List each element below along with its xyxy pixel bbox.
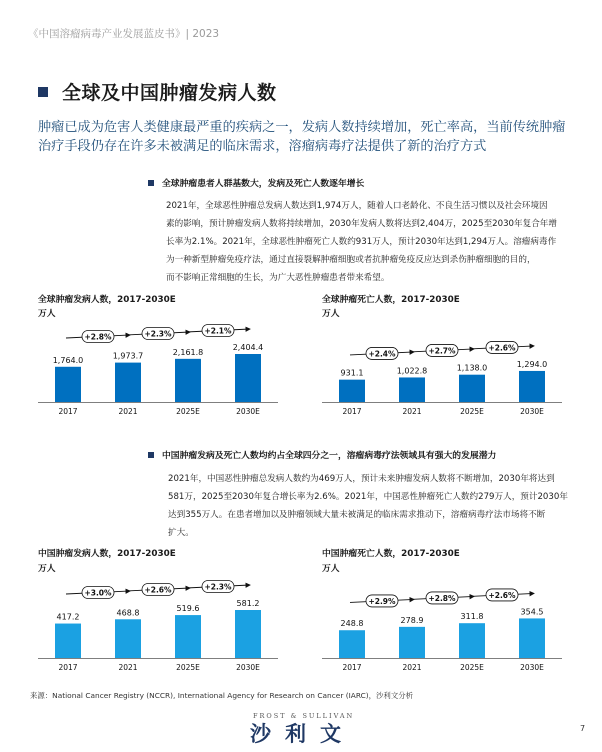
chart1-global-incidence: [38, 318, 278, 420]
chart3-china-incidence: [38, 574, 278, 676]
x-tick-label: 2030E: [236, 663, 260, 672]
data-label: 581.2: [236, 599, 260, 608]
chart4-title: 中国肿瘤死亡人数，2017-2030E: [322, 549, 460, 559]
x-tick-label: 2017: [342, 407, 362, 416]
x-tick-label: 2025E: [176, 663, 200, 672]
section2-paragraph: [168, 470, 568, 542]
section1-line: 2021年，全球恶性肿瘤总发病人数达到1,974万人，随着人口老龄化、不良生活习惯以及社会环境因: [166, 201, 548, 211]
section1-line: 长率为2.1%。2021年，全球恶性肿瘤死亡人数约931万人，预计2030年达到1,294万人。溶瘤病毒作: [166, 237, 557, 247]
title-square-icon: [38, 87, 48, 97]
x-tick-label: 2030E: [520, 663, 544, 672]
section2-line: 达到355万人。在患者增加以及肿瘤领域大量未被满足的临床需求推动下，溶瘤病毒疗法市场将不断: [168, 510, 546, 520]
data-label: 1,973.7: [112, 351, 144, 361]
data-label: 1,764.0: [52, 355, 84, 365]
data-label: 278.9: [400, 615, 424, 625]
data-label: 417.2: [56, 612, 80, 622]
bar-2025E: [175, 615, 201, 658]
bar-2025E: [175, 359, 201, 402]
data-label: 311.8: [460, 612, 484, 622]
data-label: 519.6: [176, 604, 200, 614]
section1-line: 为一种新型肿瘤免疫疗法，通过直接裂解肿瘤细胞或者抗肿瘤免疫反应达到杀伤肿瘤细胞的目的，: [166, 255, 536, 265]
growth-label: +2.8%: [84, 332, 112, 342]
logo-frost-sullivan: FROST & SULLIVAN: [253, 712, 355, 720]
data-label: 2,161.8: [172, 347, 204, 357]
bar-2017: [55, 624, 81, 658]
bar-2021: [115, 619, 141, 658]
section1-heading: [148, 176, 364, 189]
growth-label: +2.6%: [144, 585, 172, 595]
growth-label: +2.1%: [204, 326, 232, 336]
chart1-unit: 万人: [38, 309, 56, 319]
section2-line: 扩大。: [168, 528, 194, 538]
x-tick-label: 2025E: [176, 407, 200, 416]
chart3-unit: 万人: [38, 564, 56, 574]
data-label: 1,022.8: [396, 366, 428, 376]
bar-2017: [339, 380, 365, 402]
data-label: 248.8: [340, 619, 364, 629]
x-tick-label: 2030E: [520, 407, 544, 416]
section-bullet-icon: [148, 180, 154, 186]
data-label: 1,294.0: [516, 359, 548, 369]
chart2-global-mortality: [322, 318, 562, 420]
x-tick-label: 2025E: [460, 407, 484, 416]
bar-2030E: [519, 618, 545, 658]
chart2-unit: 万人: [322, 309, 340, 319]
x-tick-label: 2017: [58, 407, 78, 416]
intro-text: 肿瘤已成为危害人类健康最严重的疾病之一，发病人数持续增加，死亡率高，当前传统肿瘤治疗手段仍存在许多未被满足的临床需求，溶瘤病毒疗法提供了新的治疗方式: [38, 120, 566, 154]
logo-shaliwen: 沙利文: [250, 722, 355, 746]
growth-label: +2.3%: [204, 582, 232, 592]
x-tick-label: 2030E: [236, 407, 260, 416]
bar-2030E: [235, 354, 261, 402]
x-tick-label: 2021: [118, 663, 138, 672]
data-label: 468.8: [116, 608, 140, 618]
x-tick-label: 2017: [58, 663, 78, 672]
bar-2030E: [519, 371, 545, 402]
section1-title: 全球肿瘤患者人群基数大，发病及死亡人数逐年增长: [162, 179, 365, 189]
section2-heading: [148, 448, 496, 461]
bar-2021: [399, 377, 425, 402]
bar-2030E: [235, 610, 261, 658]
page-title-block: [38, 78, 277, 105]
chart4-china-mortality: [322, 574, 562, 676]
chart1-title: 全球肿瘤发病人数，2017-2030E: [38, 295, 176, 305]
x-tick-label: 2021: [402, 663, 422, 672]
growth-label: +2.6%: [488, 343, 516, 353]
bar-2017: [339, 630, 365, 658]
data-label: 354.5: [520, 607, 544, 617]
data-label: 931.1: [340, 368, 364, 378]
bar-2025E: [459, 375, 485, 402]
section2-line: 2021年，中国恶性肿瘤总发病人数约为469万人，预计未来肿瘤发病人数将不断增加，2030年将达到: [168, 474, 555, 484]
x-tick-label: 2021: [118, 407, 138, 416]
growth-label: +2.9%: [368, 596, 396, 606]
growth-label: +3.0%: [84, 588, 112, 598]
data-label: 1,138.0: [456, 363, 488, 373]
section-bullet-icon: [148, 452, 154, 458]
report-header: 《中国溶瘤病毒产业发展蓝皮书》| 2023: [28, 28, 220, 40]
growth-label: +2.7%: [428, 346, 456, 356]
section1-line: 素的影响，预计肿瘤发病人数将持续增加，2030年发病人数将达到2,404万，2025至2030年复合年增: [166, 219, 557, 229]
data-label: 2,404.4: [232, 343, 264, 352]
x-tick-label: 2025E: [460, 663, 484, 672]
bar-2021: [115, 363, 141, 402]
section2-title: 中国肿瘤发病及死亡人数均约占全球四分之一，溶瘤病毒疗法领域具有强大的发展潜力: [162, 451, 497, 461]
source-note: 来源：National Cancer Registry (NCCR), International Agency for Research on Cancer (IARC)，沙利文分析: [30, 691, 413, 700]
bar-2017: [55, 367, 81, 402]
chart4-unit: 万人: [322, 564, 340, 574]
section2-line: 581万，2025至2030年复合增长率为2.6%。2021年，中国恶性肿瘤死亡人数约279万人，预计2030年: [168, 492, 568, 502]
x-tick-label: 2017: [342, 663, 362, 672]
growth-label: +2.8%: [428, 593, 456, 603]
x-tick-label: 2021: [402, 407, 422, 416]
bar-2025E: [459, 623, 485, 658]
growth-label: +2.3%: [144, 329, 172, 339]
page-title: 全球及中国肿瘤发病人数: [62, 82, 277, 104]
chart2-title: 全球肿瘤死亡人数，2017-2030E: [322, 295, 460, 305]
growth-label: +2.6%: [488, 590, 516, 600]
growth-label: +2.4%: [368, 349, 396, 359]
page-number: 7: [580, 724, 586, 733]
section1-paragraph: [166, 197, 557, 287]
bar-2021: [399, 627, 425, 658]
chart3-title: 中国肿瘤发病人数，2017-2030E: [38, 549, 176, 559]
section1-line: 而不影响正常细胞的生长，为广大恶性肿瘤患者带来希望。: [166, 273, 390, 283]
